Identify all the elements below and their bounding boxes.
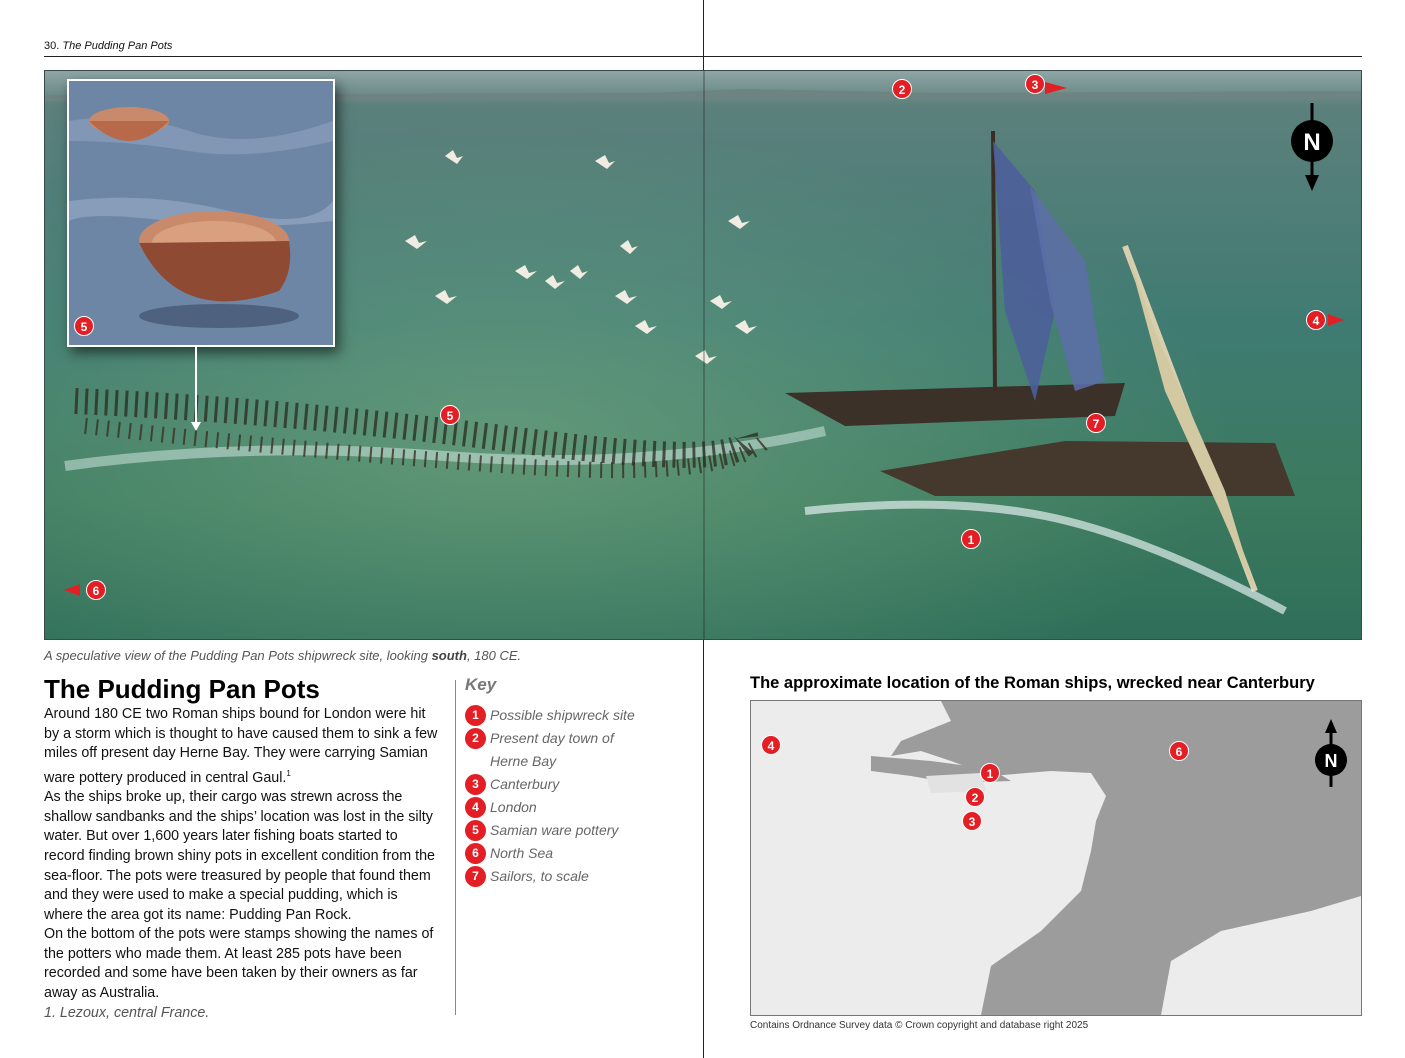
key-item [465, 727, 695, 773]
direction-arrow-canterbury [1045, 82, 1067, 94]
page-number: 30. [44, 40, 60, 52]
illustration-marker-5: 5 [440, 405, 460, 425]
illustration-marker-3: 3 [1025, 74, 1045, 94]
key-number: 2 [465, 728, 486, 749]
article-title: The Pudding Pan Pots [44, 674, 320, 704]
illustration-marker-2: 2 [892, 79, 912, 99]
illustration-marker-5-inset: 5 [74, 316, 94, 336]
article-body [44, 705, 439, 1023]
pottery-inset-photo [67, 79, 335, 347]
illustration-marker-1: 1 [961, 529, 981, 549]
article-paragraph-2: As the ships broke up, their cargo was strewn across the shallow sandbanks and the ships’ location was lost in the silty water. But over 1,600 years later fishing boats started to record finding brown shiny pots in excellent condition from the sea-floor. The pots were treasured by people that found them and they were used to make a special pudding, which is where the area got its name: Pudding Pan Rock. [44, 789, 435, 923]
section-title: The Pudding Pan Pots [62, 40, 173, 52]
compass-letter: N [1303, 129, 1321, 156]
key-label: Canterbury [490, 776, 560, 792]
map-credit: Contains Ordnance Survey data © Crown copyright and database right 2025 [750, 1020, 1089, 1031]
map-marker-1: 1 [980, 763, 1000, 783]
key-number: 1 [465, 705, 486, 726]
paragraph-1-text: Around 180 CE two Roman ships bound for London were hit by a storm which is thought to have caused them to sink a few miles off present day Herne Bay. They were carrying Samian ware pottery produced in central Gaul. [44, 706, 438, 786]
inset-pointer-arrowhead [191, 422, 201, 431]
key-label: Sailors, to scale [490, 868, 589, 884]
illustration-marker-6: 6 [86, 580, 106, 600]
key-number: 3 [465, 774, 486, 795]
illustration-marker-7: 7 [1086, 413, 1106, 433]
footnote-mark: 1 [286, 768, 291, 778]
article-paragraph-1 [44, 705, 439, 788]
map-marker-3: 3 [962, 811, 982, 831]
caption-text: A speculative view of the Pudding Pan Pots shipwreck site, looking [44, 648, 432, 663]
key-label: London [490, 799, 537, 815]
map-graphic [751, 701, 1361, 1015]
map-title: The approximate location of the Roman ships, wrecked near Canterbury [750, 674, 1315, 692]
key-item [465, 796, 695, 819]
header-rule [44, 56, 1362, 57]
map-marker-6: 6 [1169, 741, 1189, 761]
caption-text-end: , 180 CE. [466, 648, 522, 663]
key-label: Possible shipwreck site [490, 707, 635, 723]
key-number: 7 [465, 866, 486, 887]
key-label: Samian ware pottery [490, 822, 619, 838]
key-number: 5 [465, 820, 486, 841]
key-item [465, 842, 695, 865]
map-marker-2: 2 [965, 787, 985, 807]
running-head [44, 40, 172, 52]
key-label: North Sea [490, 845, 554, 861]
key-list [465, 704, 695, 888]
key-item [465, 773, 695, 796]
key-item [465, 704, 695, 727]
map-marker-4: 4 [761, 735, 781, 755]
key-divider [455, 680, 456, 1015]
map-compass-letter: N [1324, 751, 1338, 771]
article-footnote: 1. Lezoux, central France. [44, 1004, 210, 1021]
direction-arrow-north-sea [64, 584, 80, 596]
illustration-marker-4: 4 [1306, 310, 1326, 330]
key-title: Key [465, 675, 497, 694]
inset-pointer-line [195, 347, 197, 425]
key-item [465, 819, 695, 842]
key-label: Present day town of Herne Bay [490, 730, 614, 769]
key-number: 6 [465, 843, 486, 864]
pottery-photo [69, 81, 333, 345]
article-paragraph-3: On the bottom of the pots were stamps showing the names of the potters who made them. At least 285 pots have been recorded and some have been taken by their owners as far away as Australia. [44, 926, 434, 1002]
illustration-caption [44, 648, 521, 663]
key-number: 4 [465, 797, 486, 818]
direction-arrow-london [1328, 314, 1344, 326]
caption-emphasis: south [431, 648, 467, 663]
key-item [465, 865, 695, 888]
location-map [750, 700, 1362, 1016]
